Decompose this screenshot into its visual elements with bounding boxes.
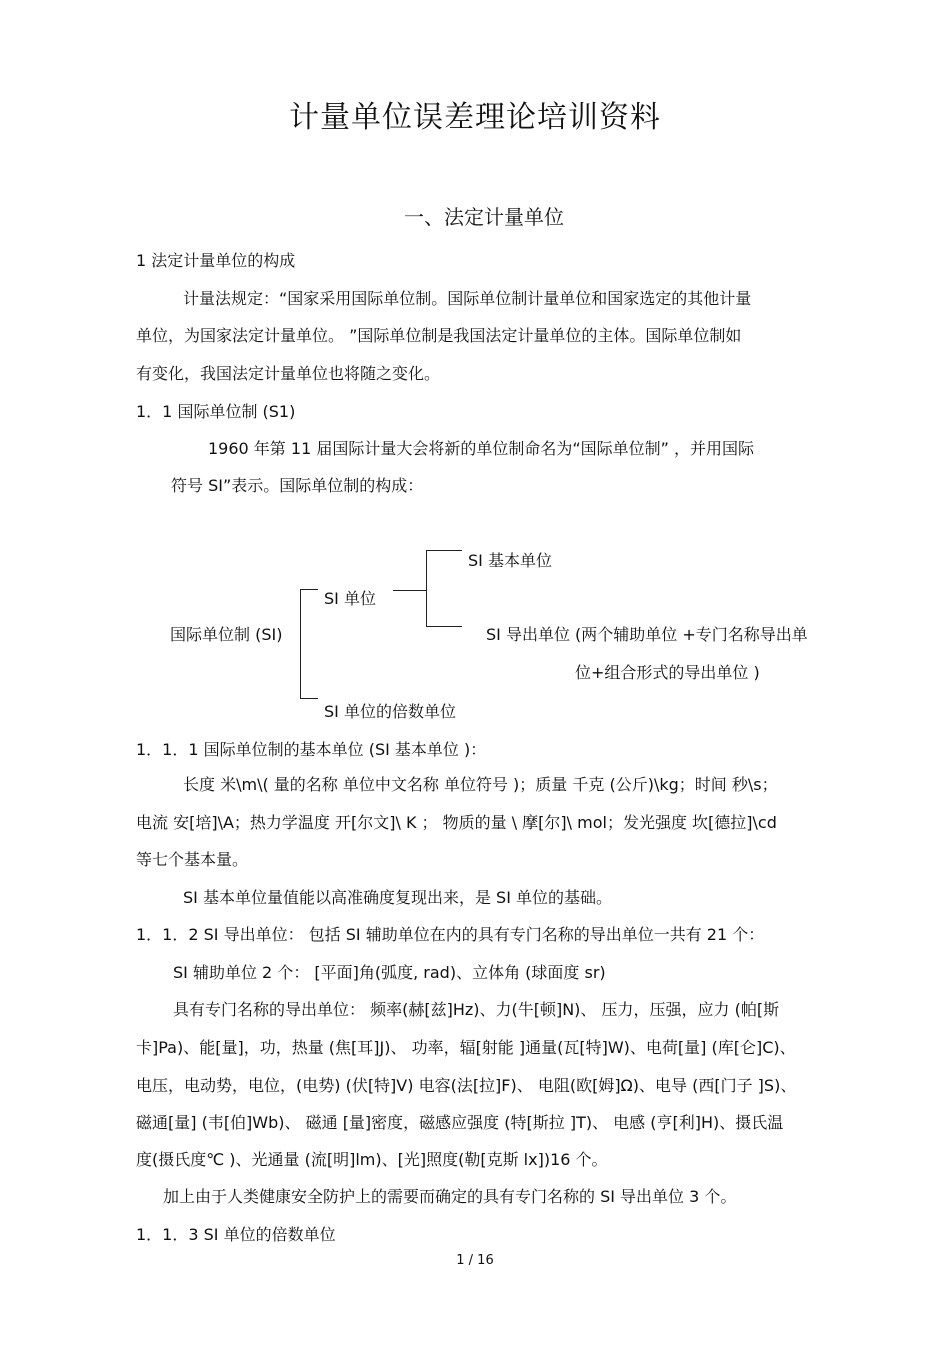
bracket-main-vertical: [300, 589, 301, 698]
section-heading: 一、法定计量单位: [404, 205, 564, 229]
diagram-root: 国际单位制 (SI): [170, 625, 283, 644]
diagram-si-derived-unit-cont: 位+组合形式的导出单位 ): [575, 663, 760, 682]
bracket-main-bottom: [300, 698, 318, 699]
diagram-si-base-unit: SI 基本单位: [468, 551, 552, 570]
document-title: 计量单位误差理论培训资料: [289, 100, 661, 135]
bracket-main-top: [300, 589, 318, 590]
bracket-sub-vertical: [426, 550, 427, 627]
diagram-si-multiple-unit: SI 单位的倍数单位: [324, 702, 456, 721]
bracket-sub-top: [426, 550, 462, 551]
subsection-heading: 1．1．2 SI 导出单位： 包括 SI 辅助单位在内的具有专门名称的导出单位一共有 21 个：: [136, 925, 765, 944]
paragraph-line: SI 辅助单位 2 个： [平面]角(弧度, rad)、立体角 (球面度 sr): [173, 963, 606, 982]
paragraph-line: 卡]Pa)、能[量]，功，热量 (焦[耳]J)、 功率，辐[射能 ]通量(瓦[特]W)、电荷[量] (库[仑]C)、: [136, 1038, 796, 1057]
paragraph-line: 度(摄氏度℃ )、光通量 (流[明]lm)、[光]照度(勒[克斯 lx])16 个。: [136, 1150, 608, 1169]
subsection-heading: 1．1 国际单位制 (S1): [136, 402, 296, 421]
diagram-si-derived-unit: SI 导出单位 (两个辅助单位 +专门名称导出单: [486, 625, 808, 644]
paragraph-line: 电流 安[培]\A；热力学温度 开[尔文]\ K ； 物质的量 \ 摩[尔]\ mol；发光强度 坎[德拉]\cd: [136, 813, 777, 832]
paragraph-line: 加上由于人类健康安全防护上的需要而确定的具有专门名称的 SI 导出单位 3 个。: [163, 1187, 737, 1206]
paragraph-line: 电压，电动势，电位，(电势) (伏[特]V) 电容(法[拉]F)、 电阻(欧[姆]Ω)、电导 (西[门子 ]S)、: [136, 1076, 797, 1095]
diagram-si-unit: SI 单位: [324, 589, 376, 608]
paragraph-line: 磁通[量] (韦[伯]Wb)、 磁通 [量]密度，磁感应强度 (特[斯拉 ]T)、 电感 (亨[利]H)、摄氏温: [136, 1113, 784, 1132]
paragraph-line: SI 基本单位量值能以高准确度复现出来，是 SI 单位的基础。: [183, 888, 613, 907]
subsection-heading: 1．1．3 SI 单位的倍数单位: [136, 1225, 336, 1244]
bracket-sub-connector: [393, 590, 426, 591]
subsection-heading: 1．1．1 国际单位制的基本单位 (SI 基本单位 )：: [136, 740, 487, 759]
paragraph-line: 具有专门名称的导出单位： 频率(赫[兹]Hz)、力(牛[顿]N)、 压力，压强，应力 (帕[斯: [173, 1000, 780, 1019]
paragraph-line: 单位，为国家法定计量单位。 ”国际单位制是我国法定计量单位的主体。国际单位制如: [136, 326, 742, 345]
paragraph-line: 计量法规定：“国家采用国际单位制。国际单位制计量单位和国家选定的其他计量: [183, 289, 752, 308]
subsection-heading: 1 法定计量单位的构成: [136, 251, 296, 270]
paragraph-line: 有变化，我国法定计量单位也将随之变化。: [136, 364, 441, 383]
paragraph-line: 符号 SI”表示。国际单位制的构成：: [171, 476, 424, 495]
paragraph-line: 1960 年第 11 届国际计量大会将新的单位制命名为“国际单位制” ，并用国际: [208, 439, 755, 458]
bracket-sub-bottom: [426, 626, 462, 627]
paragraph-line: 等七个基本量。: [136, 850, 249, 869]
page-number: 1 / 16: [456, 1253, 494, 1268]
paragraph-line: 长度 米\m\( 量的名称 单位中文名称 单位符号 )；质量 千克 (公斤)\kg；时间 秒\s；: [183, 775, 778, 794]
